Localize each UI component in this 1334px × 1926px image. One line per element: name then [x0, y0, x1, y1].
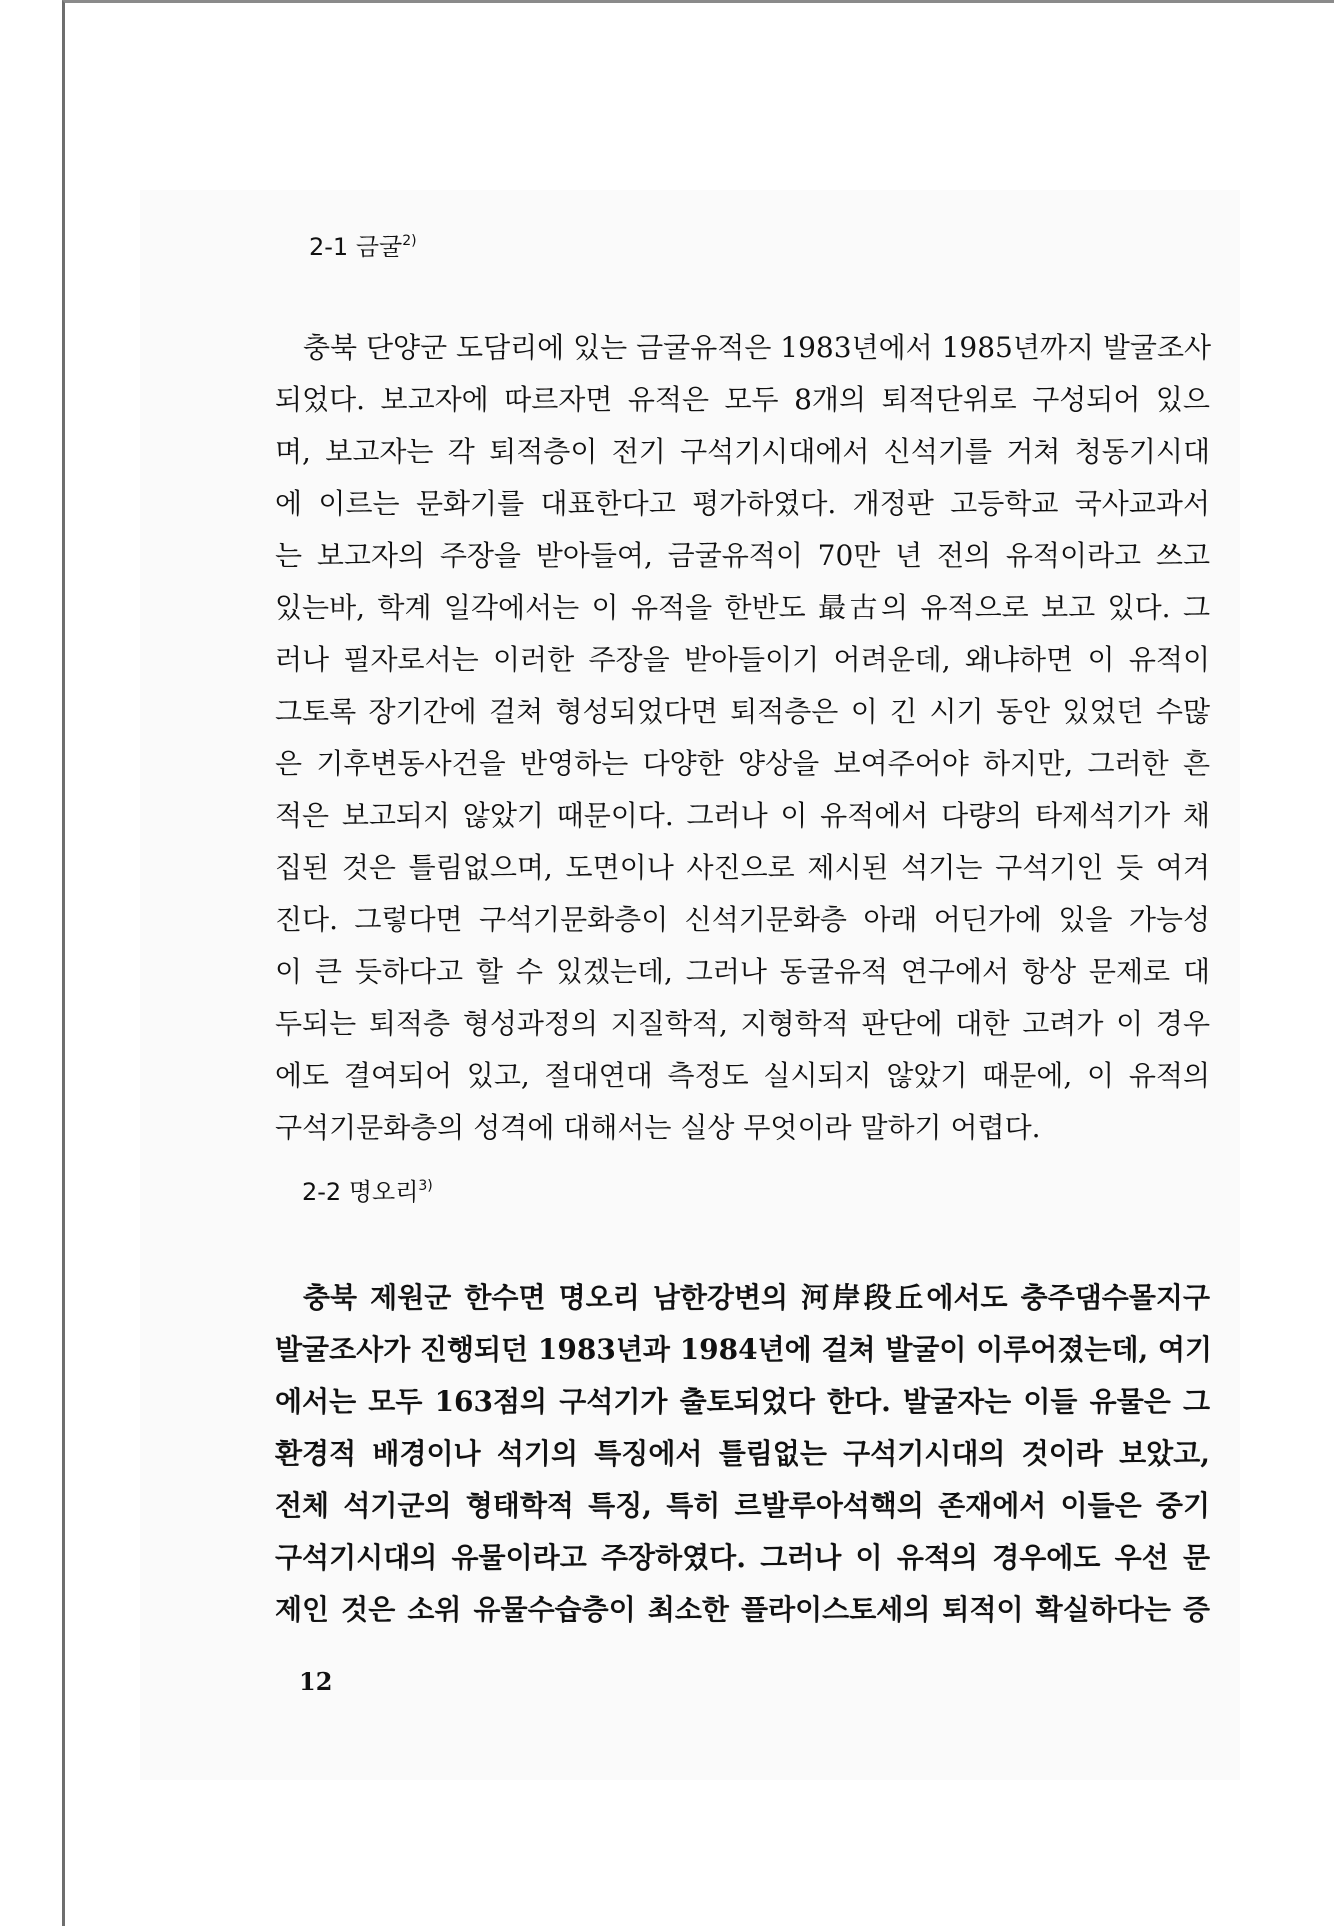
text-line: 제인 것은 소위 유물수습층이 최소한 플라이스토세의 퇴적이 확실하다는 증 — [275, 1593, 1210, 1626]
text-line: 그토록 장기간에 걸쳐 형성되었다면 퇴적층은 이 긴 시기 동안 있었던 수많 — [275, 695, 1210, 728]
footnote-marker: 2) — [402, 233, 417, 249]
text-line: 충북 단양군 도담리에 있는 금굴유적은 1983년에서 1985년까지 발굴조사 — [303, 331, 1212, 364]
text-line: 발굴조사가 진행되던 1983년과 1984년에 걸쳐 발굴이 이루어졌는데, 여기 — [275, 1333, 1213, 1366]
text-line: 는 보고자의 주장을 받아들여, 금굴유적이 70만 년 전의 유적이라고 쓰고 — [275, 539, 1210, 572]
text-line: 에서는 모두 163점의 구석기가 출토되었다 한다. 발굴자는 이들 유물은 그 — [275, 1385, 1210, 1418]
text-line: 은 기후변동사건을 반영하는 다양한 양상을 보여주어야 하지만, 그러한 흔 — [275, 747, 1210, 780]
footnote-marker: 3) — [418, 1178, 433, 1194]
text-line: 며, 보고자는 각 퇴적층이 전기 구석기시대에서 신석기를 거쳐 청동기시대 — [275, 435, 1210, 468]
page-number: 12 — [299, 1667, 333, 1696]
section-heading-text: 2-1 금굴 — [309, 233, 403, 261]
text-line: 충북 제원군 한수면 명오리 남한강변의 河岸段丘에서도 충주댐수몰지구 — [303, 1281, 1210, 1314]
text-line: 적은 보고되지 않았기 때문이다. 그러나 이 유적에서 다량의 타제석기가 채 — [275, 799, 1210, 832]
text-line: 환경적 배경이나 석기의 특징에서 틀림없는 구석기시대의 것이라 보았고, — [275, 1437, 1210, 1470]
text-line: 이 큰 듯하다고 할 수 있겠는데, 그러나 동굴유적 연구에서 항상 문제로 대 — [275, 955, 1210, 988]
section-paragraph-geumgul — [275, 322, 1210, 1154]
section-paragraph-myeongori — [275, 1272, 1213, 1636]
section-heading-text: 2-2 명오리 — [302, 1178, 419, 1206]
text-line: 러나 필자로서는 이러한 주장을 받아들이기 어려운데, 왜냐하면 이 유적이 — [275, 643, 1210, 676]
text-line: 구석기시대의 유물이라고 주장하였다. 그러나 이 유적의 경우에도 우선 문 — [275, 1541, 1210, 1574]
text-line: 두되는 퇴적층 형성과정의 지질학적, 지형학적 판단에 대한 고려가 이 경우 — [275, 1007, 1210, 1040]
text-line: 집된 것은 틀림없으며, 도면이나 사진으로 제시된 석기는 구석기인 듯 여겨 — [275, 851, 1210, 884]
text-line: 에 이르는 문화기를 대표한다고 평가하였다. 개정판 고등학교 국사교과서 — [275, 487, 1210, 520]
text-line: 되었다. 보고자에 따르자면 유적은 모두 8개의 퇴적단위로 구성되어 있으 — [275, 383, 1210, 416]
text-line: 전체 석기군의 형태학적 특징, 특히 르발루아석핵의 존재에서 이들은 중기 — [275, 1489, 1210, 1522]
section-heading-geumgul — [309, 232, 417, 262]
text-line: 진다. 그렇다면 구석기문화층이 신석기문화층 아래 어딘가에 있을 가능성 — [275, 903, 1210, 936]
text-line: 에도 결여되어 있고, 절대연대 측정도 실시되지 않았기 때문에, 이 유적의 — [275, 1059, 1210, 1092]
text-line: 있는바, 학계 일각에서는 이 유적을 한반도 最古의 유적으로 보고 있다. 그 — [275, 591, 1210, 624]
text-line: 구석기문화층의 성격에 대해서는 실상 무엇이라 말하기 어렵다. — [275, 1111, 1041, 1144]
section-heading-myeongori — [302, 1177, 433, 1207]
